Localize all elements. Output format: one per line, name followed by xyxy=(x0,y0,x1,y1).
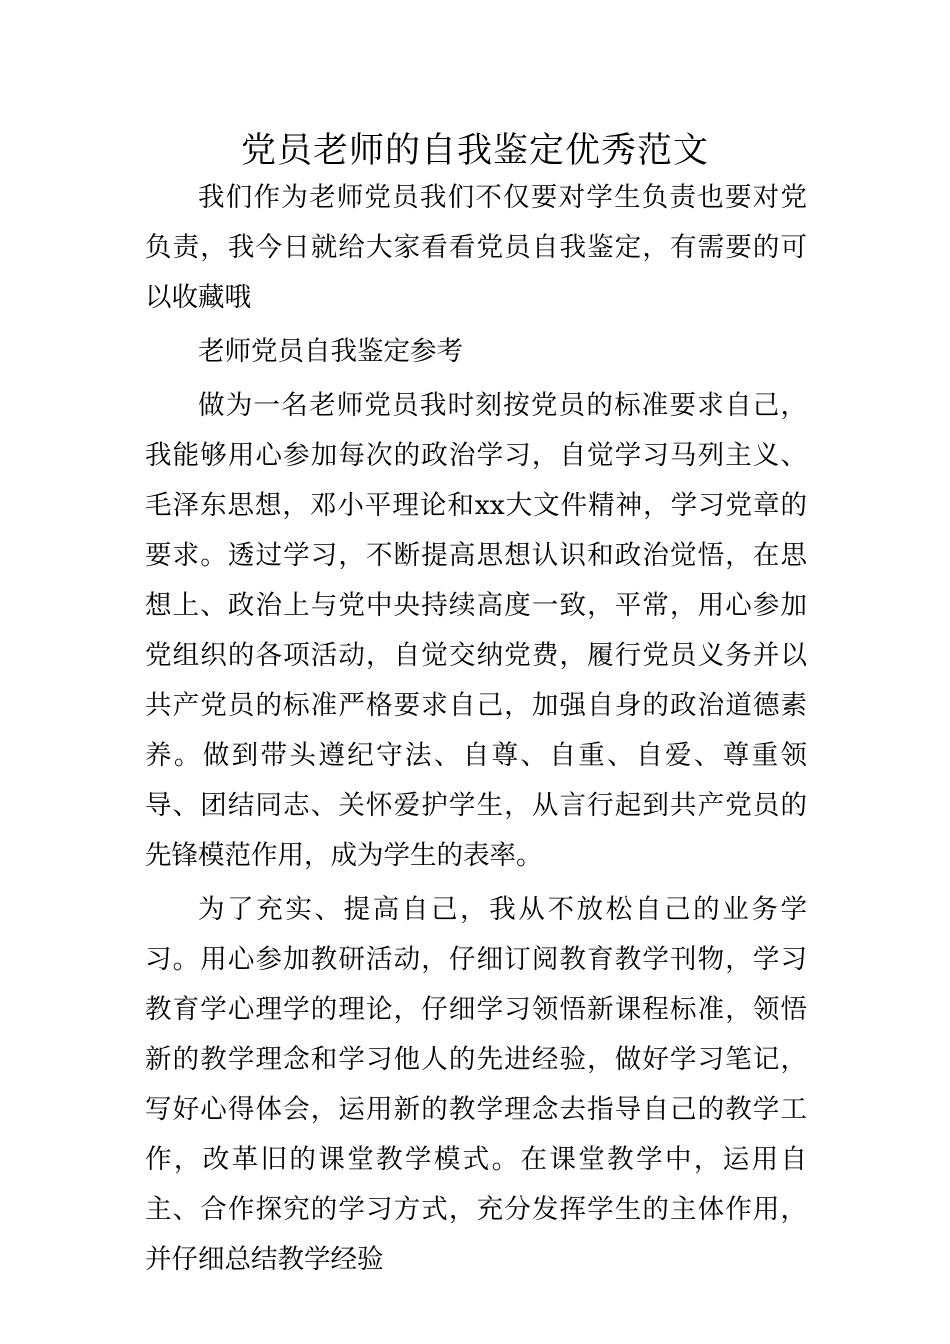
intro-paragraph: 我们作为老师党员我们不仅要对学生负责也要对党负责，我今日就给大家看看党员自我鉴定，有需要的可以收藏哦 xyxy=(145,182,807,313)
body-paragraph-2: 为了充实、提高自己，我从不放松自己的业务学习。用心参加教研活动，仔细订阅教育教学刊物，学习教育学心理学的理论，仔细学习领悟新课程标准，领悟新的教学理念和学习他人的先进经验，做好学习笔记，写好心得体会，运用新的教学理念去指导自己的教学工作，改革旧的课堂教学模式。在课堂教学中，运用自主、合作探究的学习方式，充分发挥学生的主体作用，并仔细总结教学经验 xyxy=(145,894,807,1275)
section-heading: 老师党员自我鉴定参考 xyxy=(198,336,463,367)
document-title: 党员老师的自我鉴定优秀范文 xyxy=(240,131,709,171)
body-paragraph-1: 做为一名老师党员我时刻按党员的标准要求自己，我能够用心参加每次的政治学习，自觉学习马列主义、毛泽东思想，邓小平理论和xx大文件精神，学习党章的要求。透过学习，不断提高思想认识和政治觉悟，在思想上、政治上与党中央持续高度一致，平常，用心参加党组织的各项活动，自觉交纳党费，履行党员义务并以共产党员的标准严格要求自己，加强自身的政治道德素养。做到带头遵纪守法、自尊、自重、自爱、尊重领导、团结同志、关怀爱护学生，从言行起到共产党员的先锋模范作用，成为学生的表率。 xyxy=(145,390,807,871)
document-body xyxy=(145,173,807,1285)
